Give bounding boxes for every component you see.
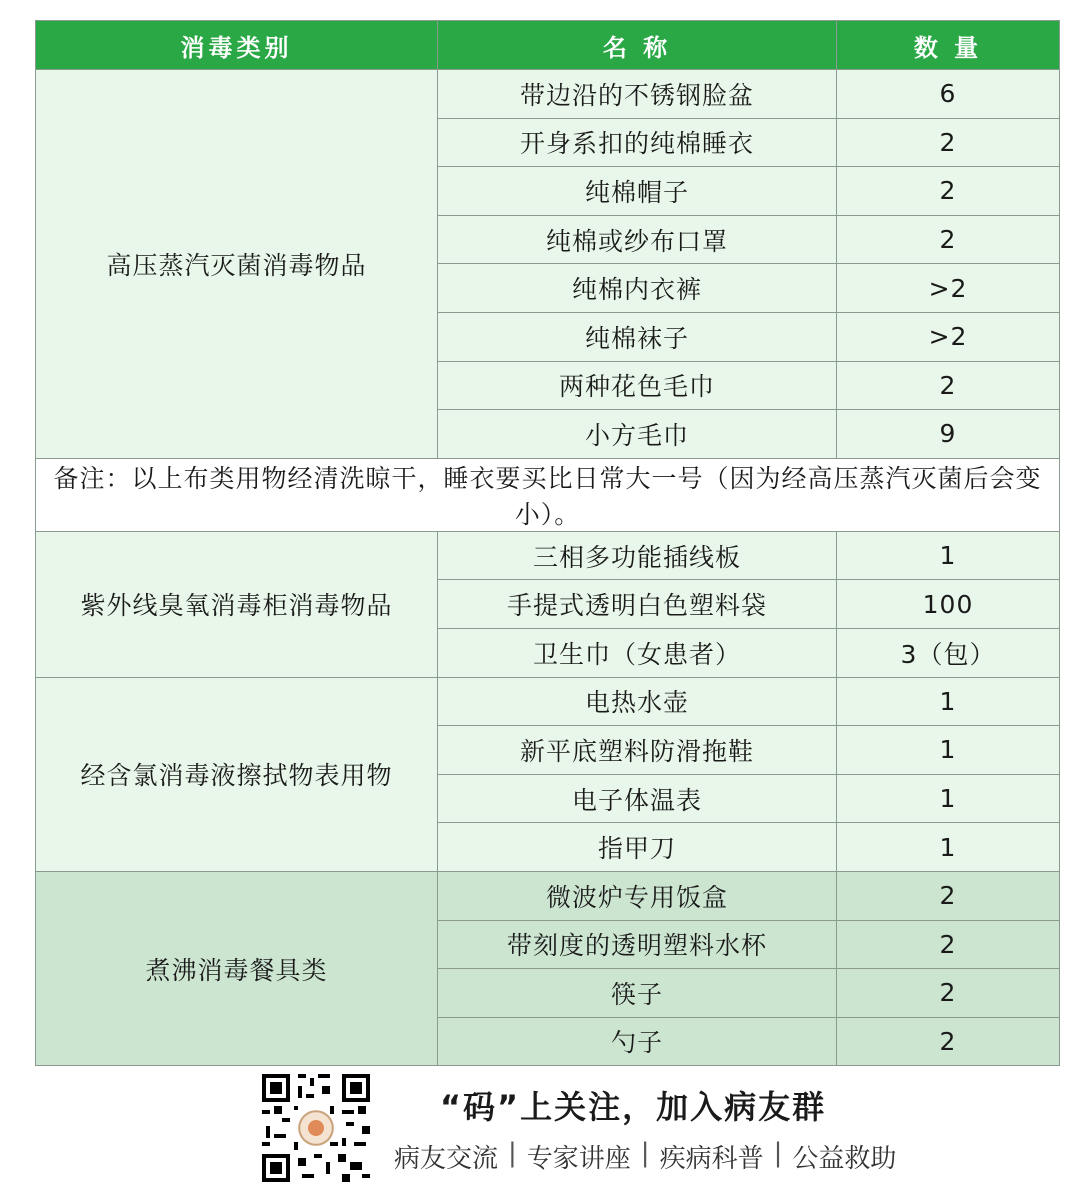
- item-name-cell: 微波炉专用饭盒: [438, 871, 837, 920]
- table-header-row: [36, 21, 1060, 70]
- item-quantity-cell: 1: [837, 774, 1060, 823]
- table-row: [36, 677, 1060, 726]
- item-quantity-cell: >2: [837, 264, 1060, 313]
- item-name-cell: 纯棉或纱布口罩: [438, 215, 837, 264]
- table-row: [36, 70, 1060, 119]
- header-category: 消毒类别: [36, 21, 438, 70]
- item-name-cell: 电子体温表: [438, 774, 837, 823]
- category-cell: 紫外线臭氧消毒柜消毒物品: [36, 531, 438, 677]
- item-name-cell: 带刻度的透明塑料水杯: [438, 920, 837, 969]
- category-cell: 高压蒸汽灭菌消毒物品: [36, 70, 438, 459]
- item-name-cell: 纯棉内衣裤: [438, 264, 837, 313]
- link-separator: |: [773, 1138, 783, 1168]
- item-quantity-cell: 1: [837, 677, 1060, 726]
- table-row: [36, 871, 1060, 920]
- item-quantity-cell: 9: [837, 410, 1060, 459]
- item-quantity-cell: 2: [837, 969, 1060, 1018]
- item-quantity-cell: 1: [837, 531, 1060, 580]
- footer-link[interactable]: 专家讲座: [526, 1144, 631, 1174]
- link-separator: |: [640, 1138, 650, 1168]
- footer-link[interactable]: 疾病科普: [659, 1144, 764, 1174]
- item-quantity-cell: 6: [837, 70, 1060, 119]
- item-quantity-cell: 1: [837, 726, 1060, 775]
- note-text: 备注：以上布类用物经清洗晾干，睡衣要买比日常大一号（因为经高压蒸汽灭菌后会变小）。: [36, 458, 1060, 531]
- item-name-cell: 三相多功能插线板: [438, 531, 837, 580]
- item-name-cell: 开身系扣的纯棉睡衣: [438, 118, 837, 167]
- item-name-cell: 电热水壶: [438, 677, 837, 726]
- footer-links: [394, 1138, 896, 1175]
- item-quantity-cell: 2: [837, 167, 1060, 216]
- link-separator: |: [508, 1138, 517, 1168]
- item-quantity-cell: 2: [837, 920, 1060, 969]
- item-name-cell: 筷子: [438, 969, 837, 1018]
- item-name-cell: 卫生巾（女患者）: [438, 628, 837, 677]
- item-quantity-cell: 2: [837, 361, 1060, 410]
- item-name-cell: 带边沿的不锈钢脸盆: [438, 70, 837, 119]
- item-quantity-cell: 2: [837, 1017, 1060, 1066]
- item-quantity-cell: >2: [837, 312, 1060, 361]
- item-name-cell: 指甲刀: [438, 823, 837, 872]
- footer-slogan: “码”上关注，加入病友群: [440, 1088, 827, 1126]
- category-cell: 经含氯消毒液擦拭物表用物: [36, 677, 438, 871]
- item-quantity-cell: 2: [837, 215, 1060, 264]
- disinfection-table: [35, 20, 1060, 1066]
- item-name-cell: 新平底塑料防滑拖鞋: [438, 726, 837, 775]
- item-name-cell: 纯棉帽子: [438, 167, 837, 216]
- item-name-cell: 小方毛巾: [438, 410, 837, 459]
- item-quantity-cell: 1: [837, 823, 1060, 872]
- item-quantity-cell: 3（包）: [837, 628, 1060, 677]
- header-quantity: 数 量: [837, 21, 1060, 70]
- footer-link[interactable]: 公益救助: [792, 1144, 897, 1174]
- category-cell: 煮沸消毒餐具类: [36, 871, 438, 1065]
- qr-code-icon[interactable]: [262, 1074, 370, 1182]
- note-row: [36, 458, 1060, 531]
- item-quantity-cell: 2: [837, 871, 1060, 920]
- header-name: 名 称: [438, 21, 837, 70]
- item-name-cell: 手提式透明白色塑料袋: [438, 580, 837, 629]
- item-name-cell: 两种花色毛巾: [438, 361, 837, 410]
- table-row: [36, 531, 1060, 580]
- item-name-cell: 纯棉袜子: [438, 312, 837, 361]
- footer-link[interactable]: 病友交流: [394, 1144, 499, 1174]
- item-name-cell: 勺子: [438, 1017, 837, 1066]
- footer: [0, 1060, 1080, 1202]
- item-quantity-cell: 100: [837, 580, 1060, 629]
- item-quantity-cell: 2: [837, 118, 1060, 167]
